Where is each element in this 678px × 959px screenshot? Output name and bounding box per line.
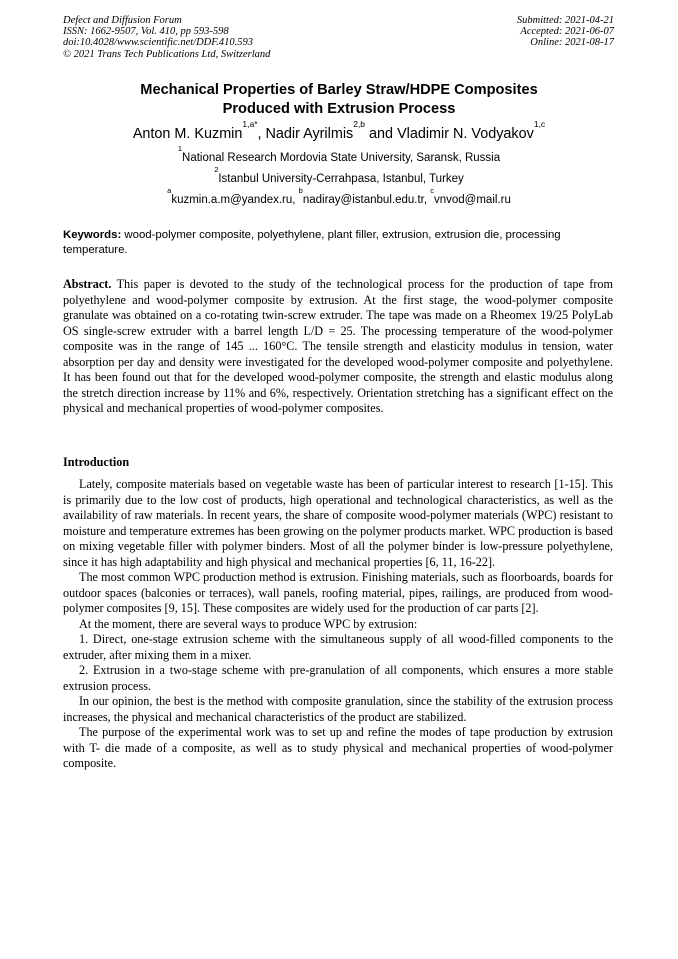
journal-name: Defect and Diffusion Forum bbox=[63, 15, 182, 26]
author-list bbox=[63, 119, 615, 143]
author-3-affil: 1,c bbox=[533, 119, 546, 129]
copyright-line: © 2021 Trans Tech Publications Ltd, Switzerland bbox=[63, 48, 271, 60]
email-b[interactable]: nadiray@istanbul.edu.tr, bbox=[302, 194, 431, 206]
author-separator: and bbox=[365, 126, 398, 142]
affiliation-1-marker: 1 bbox=[177, 144, 183, 153]
paper-title bbox=[63, 81, 615, 118]
paragraph: The purpose of the experimental work was to set up and refine the modes of tape production by extrusion with T- die made of a composite, as well as to study physical and mechanical properties of wood-polymer composite. bbox=[63, 725, 613, 770]
doi-line: doi:10.4028/www.scientific.net/DDF.410.593 bbox=[63, 37, 254, 49]
author-2-affil: 2,b bbox=[353, 119, 366, 129]
online-date: Online: 2021-08-17 bbox=[530, 37, 614, 49]
submitted-date: Submitted: 2021-04-21 bbox=[516, 15, 614, 26]
author-1: Anton M. Kuzmin bbox=[132, 126, 243, 142]
affiliation-2-text: Istanbul University-Cerrahpasa, Istanbul, Turkey bbox=[218, 173, 464, 185]
accepted-date: Accepted: 2021-06-07 bbox=[520, 26, 614, 38]
paragraph: At the moment, there are several ways to produce WPC by extrusion: bbox=[79, 616, 418, 631]
title-line-2: Produced with Extrusion Process bbox=[222, 100, 456, 117]
introduction-body bbox=[63, 477, 613, 772]
introduction-heading: Introduction bbox=[63, 455, 130, 469]
affiliation-1 bbox=[63, 144, 615, 165]
paragraph: In our opinion, the best is the method with composite granulation, since the stability of the extrusion process increases, the physical and mechanical characteristics of the product are stabilized. bbox=[63, 694, 613, 724]
email-c[interactable]: vnvod@mail.ru bbox=[433, 194, 511, 206]
abstract-label: Abstract. bbox=[63, 277, 112, 291]
author-1-affil: 1,a* bbox=[242, 119, 258, 129]
author-3: Vladimir N. Vodyakov bbox=[397, 126, 534, 142]
keywords-block bbox=[63, 228, 615, 257]
affiliation-2-marker: 2 bbox=[214, 165, 219, 174]
email-b-marker: b bbox=[298, 186, 303, 195]
email-a[interactable]: kuzmin.a.m@yandex.ru, bbox=[171, 194, 299, 206]
abstract-text: This paper is devoted to the study of the technological process for the production of tape from polyethylene and wood-polymer composite by extrusion. At the first stage, the wood-polymer composite granulate was obtained on a co-rotating twin-screw extruder. The tape was made on a Rheomex 19/25 PolyLab OS single-screw extruder with a barrel length L/D = 25. The processing temperature of the wood-polymer composite was in the range of 145 ... 160°C. The tensile strength and elasticity modulus in tension, water absorption per day and density were investigated for the developed wood-polymer composite and polyethylene. It has been found out that for the developed wood-polymer composite, the strength and elastic modulus along the stretch direction increase by 11% and 6%, respectively. Orientation stretching has a significant effect on the physical and mechanical properties of wood-polymer composites. bbox=[63, 277, 613, 416]
abstract-block bbox=[63, 277, 613, 417]
journal-header-left bbox=[63, 15, 270, 60]
title-line-1: Mechanical Properties of Barley Straw/HDPE Composites bbox=[140, 82, 538, 98]
author-2: Nadir Ayrilmis bbox=[265, 126, 354, 142]
issn-line: ISSN: 1662-9507, Vol. 410, pp 593-598 bbox=[63, 26, 229, 38]
author-separator: , bbox=[257, 126, 266, 142]
keywords-label: Keywords: bbox=[63, 229, 122, 241]
affiliation-2 bbox=[63, 165, 615, 186]
paragraph: 2. Extrusion in a two-stage scheme with pre-granulation of all components, which ensures a more stable extrusion process. bbox=[63, 663, 613, 693]
journal-header-right bbox=[517, 15, 614, 49]
keywords-text: wood-polymer composite, polyethylene, plant filler, extrusion, extrusion die, processing temperature. bbox=[63, 229, 561, 256]
paragraph: The most common WPC production method is extrusion. Finishing materials, such as floorboards, boards for outdoor spaces (balconies or terraces), wall panels, roofing material, pipes, railings, are produced from wood-polymer composites [9, 15]. These composites are widely used for the production of car parts [2]. bbox=[63, 570, 613, 615]
email-a-marker: a bbox=[167, 186, 172, 195]
paragraph: Lately, composite materials based on vegetable waste has been of particular interest to research [1-15]. This is primarily due to the low cost of products, high operational and technological characteristics, as well as the availability of raw materials. In recent years, the share of composite wood-polymer materials (WPC) resistant to moisture and temperature extremes has been growing on the polymer products market. WPC production is based on mixing vegetable filler with polymer binders. Most of all the polymer binder is low-pressure polyethylene, since it has high adaptability and high physical and mechanical properties [6, 11, 16-22]. bbox=[63, 477, 613, 569]
author-emails bbox=[63, 186, 615, 207]
email-c-marker: c bbox=[430, 186, 434, 195]
affiliation-1-text: National Research Mordovia State University, Saransk, Russia bbox=[182, 152, 501, 164]
paragraph: 1. Direct, one-stage extrusion scheme with the simultaneous supply of all wood-filled components to the extruder, after mixing them in a mixer. bbox=[63, 632, 613, 662]
